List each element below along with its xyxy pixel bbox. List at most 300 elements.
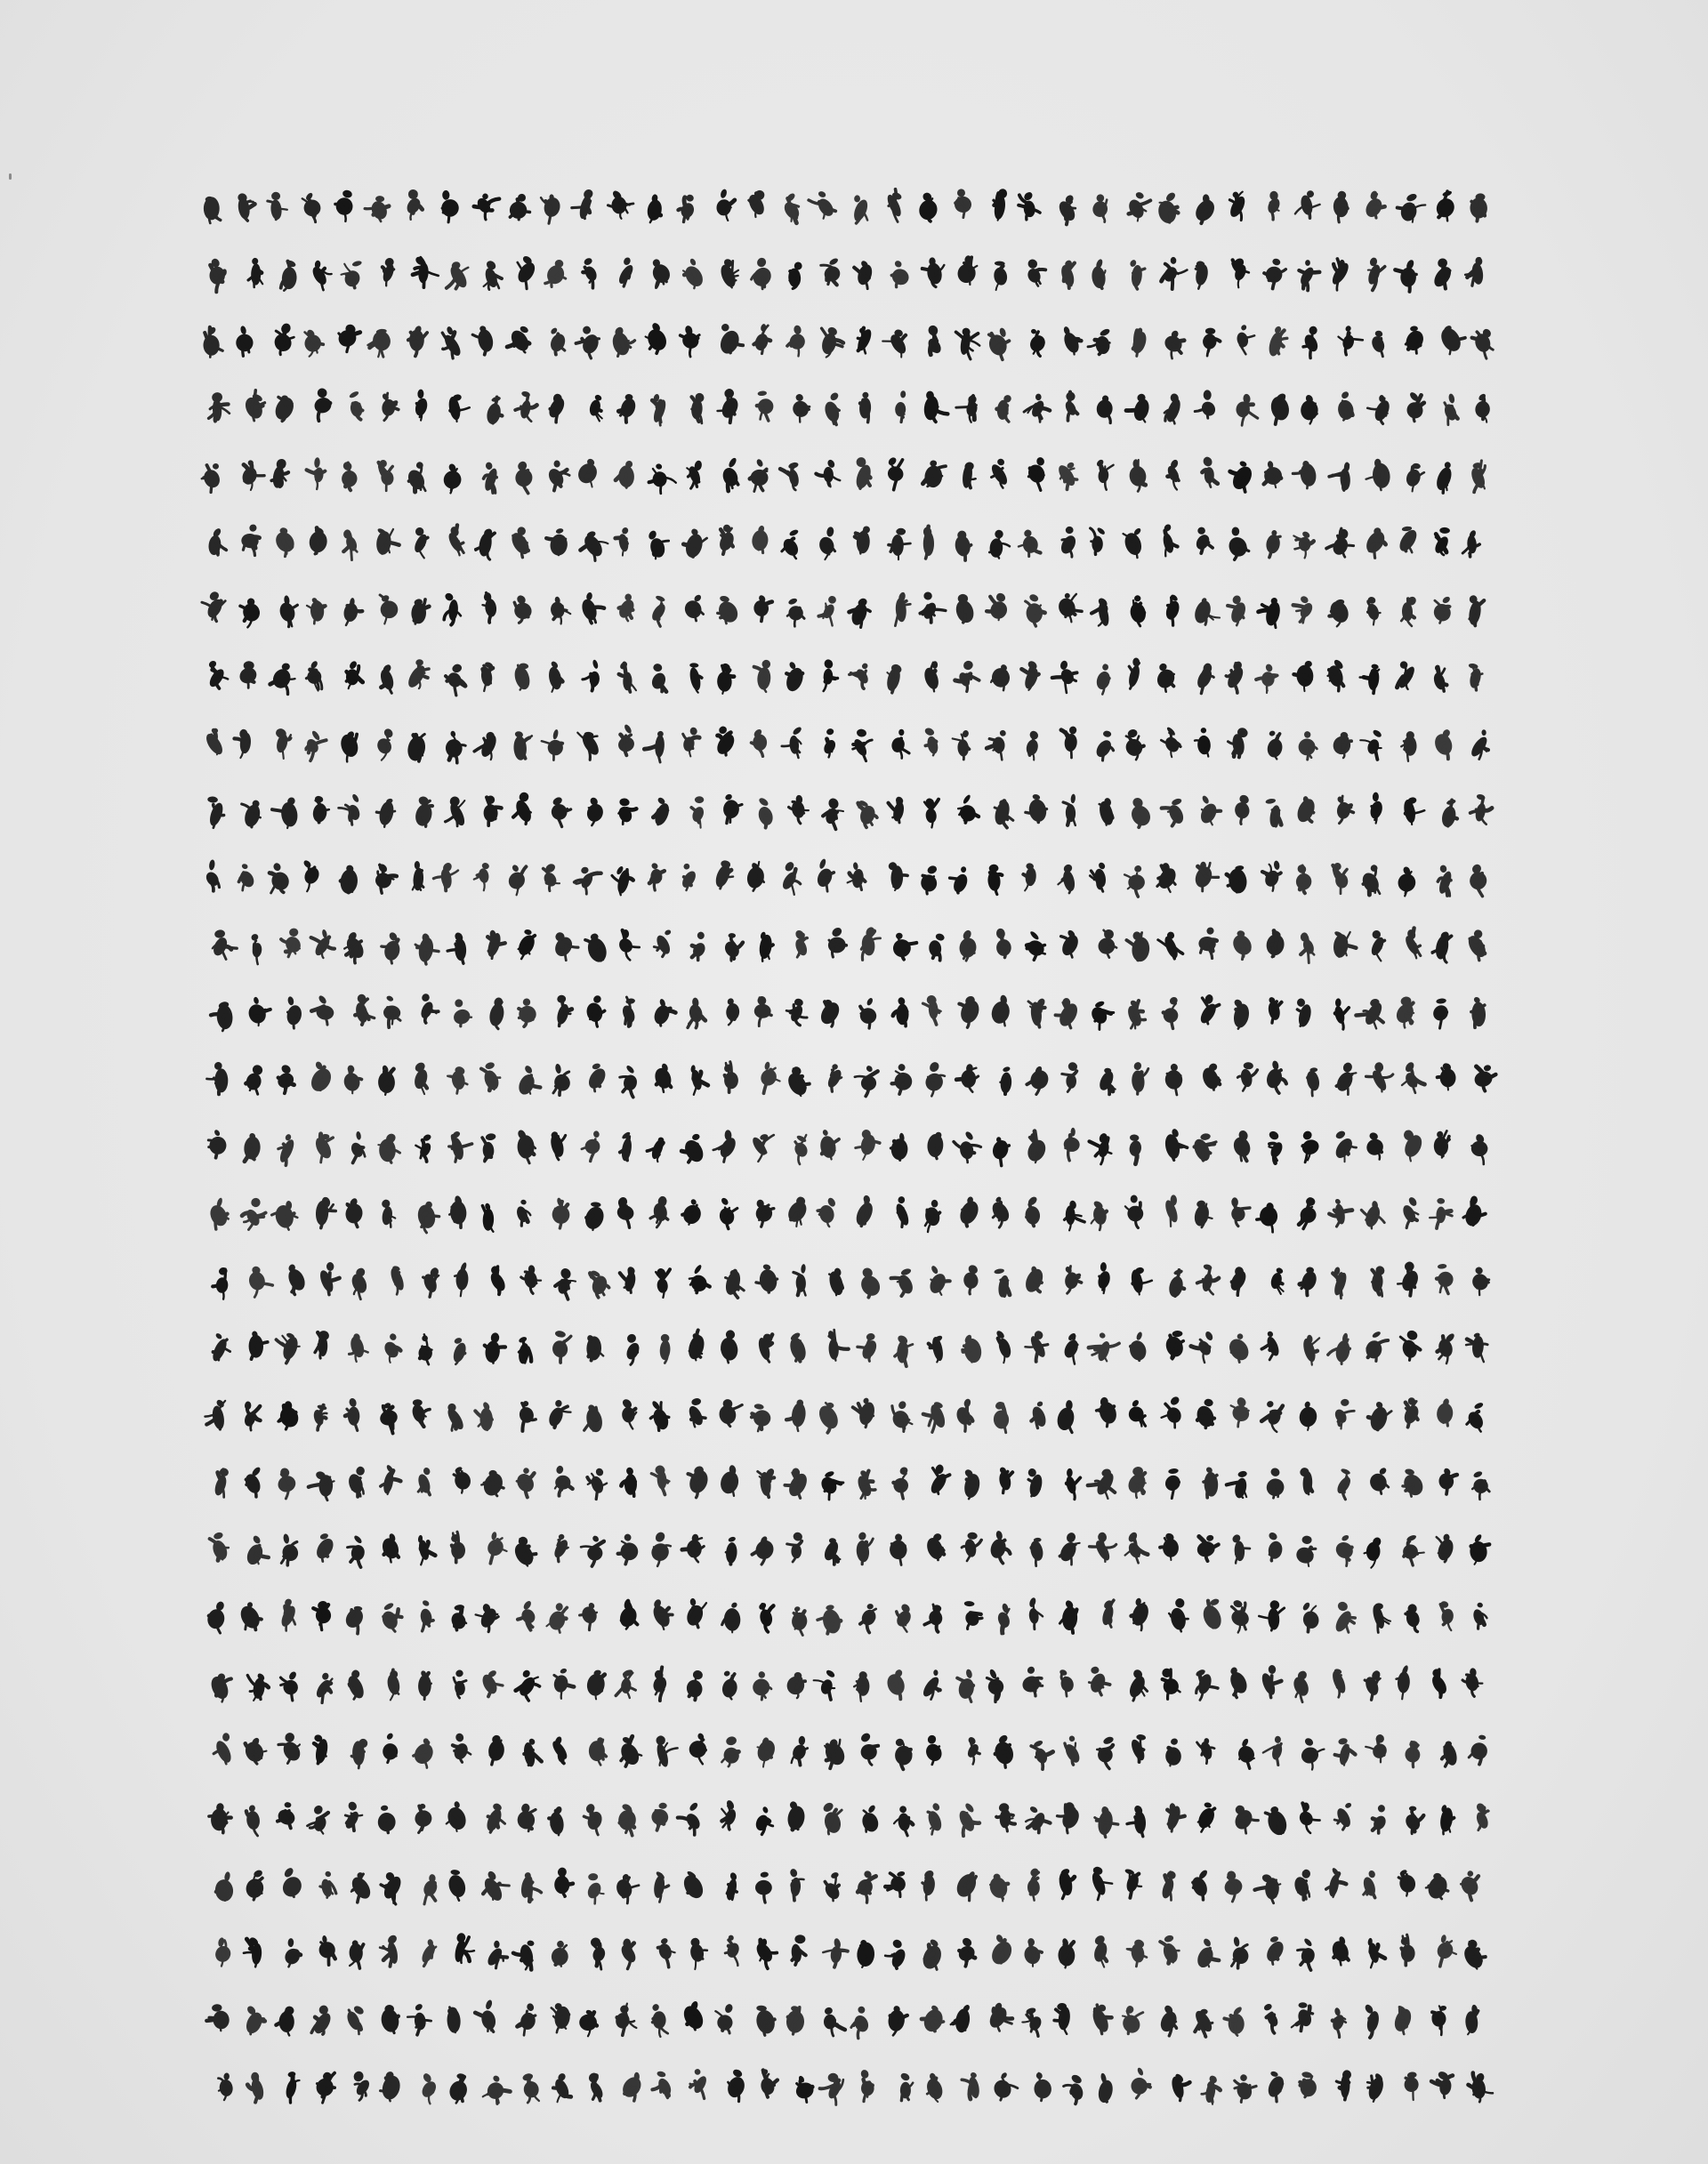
ink-glyph: [827, 926, 847, 957]
ink-glyph: [452, 1732, 471, 1762]
ink-glyph: [1160, 1935, 1180, 1965]
ink-glyph: [202, 590, 225, 621]
ink-glyph: [993, 189, 1007, 221]
ink-glyph: [785, 1066, 810, 1098]
ink-glyph: [1059, 1669, 1075, 1696]
ink-glyph: [548, 326, 568, 354]
ink-glyph: [203, 728, 225, 757]
ink-glyph: [484, 1802, 504, 1833]
ink-glyph: [407, 2003, 431, 2035]
ink-glyph: [1430, 595, 1454, 624]
ink-glyph: [1463, 1195, 1486, 1228]
ink-glyph: [1222, 1870, 1245, 1902]
ink-glyph: [278, 595, 297, 627]
ink-glyph: [278, 1597, 298, 1630]
ink-glyph: [1164, 593, 1181, 625]
ink-glyph: [1330, 1935, 1351, 1965]
ink-glyph: [651, 393, 668, 425]
ink-glyph: [782, 726, 802, 758]
ink-glyph: [307, 457, 326, 489]
ink-glyph: [651, 1667, 668, 1701]
ink-glyph: [587, 1467, 607, 1499]
ink-glyph: [682, 1533, 705, 1562]
ink-glyph: [584, 994, 604, 1027]
ink-glyph: [242, 1196, 266, 1230]
ink-glyph: [486, 929, 505, 958]
ink-glyph: [955, 1398, 972, 1432]
ink-glyph: [311, 2004, 334, 2037]
ink-glyph: [1430, 998, 1451, 1028]
ink-glyph: [1063, 390, 1078, 421]
ink-glyph: [405, 188, 423, 220]
ink-glyph: [551, 1330, 570, 1363]
ink-glyph: [307, 597, 326, 623]
ink-glyph: [349, 390, 364, 420]
ink-glyph: [1263, 1736, 1284, 1766]
ink-glyph: [1100, 1599, 1116, 1628]
ink-glyph: [1329, 462, 1350, 490]
ink-glyph: [885, 1938, 907, 1969]
ink-glyph: [1294, 796, 1318, 825]
ink-glyph: [1269, 392, 1292, 424]
ink-glyph: [818, 999, 843, 1027]
ink-glyph: [1363, 189, 1385, 220]
ink-glyph: [240, 597, 262, 627]
ink-glyph: [380, 1198, 395, 1227]
ink-glyph: [1058, 1937, 1076, 1967]
ink-glyph: [1330, 1668, 1348, 1697]
ink-glyph: [920, 1938, 945, 1972]
ink-glyph: [516, 1669, 540, 1701]
ink-glyph: [240, 459, 264, 490]
ink-glyph: [1366, 2072, 1386, 2102]
ink-glyph: [1227, 1470, 1248, 1500]
ink-glyph: [758, 931, 774, 961]
ink-glyph: [1299, 1466, 1313, 1494]
ink-glyph: [378, 594, 400, 624]
ink-glyph: [1034, 2071, 1052, 2101]
ink-glyph: [682, 727, 699, 756]
ink-glyph: [722, 1062, 738, 1092]
ink-glyph: [517, 1803, 536, 1831]
ink-glyph: [954, 594, 977, 625]
ink-glyph: [644, 321, 670, 353]
ink-glyph: [786, 1800, 806, 1831]
ink-glyph: [690, 2068, 709, 2099]
ink-glyph: [1025, 930, 1047, 961]
ink-glyph: [1228, 594, 1248, 625]
ink-glyph: [753, 1938, 777, 1968]
ink-glyph: [1095, 664, 1113, 695]
ink-glyph: [1025, 729, 1040, 760]
ink-glyph: [1027, 1468, 1044, 1498]
ink-glyph: [339, 793, 362, 825]
ink-glyph: [1090, 2003, 1111, 2034]
ink-glyph: [858, 392, 871, 422]
ink-glyph: [211, 929, 237, 959]
ink-glyph: [413, 255, 439, 287]
ink-glyph: [610, 326, 635, 357]
ink-glyph: [521, 1265, 541, 1293]
ink-glyph: [381, 392, 399, 420]
ink-glyph: [993, 1400, 1010, 1432]
ink-glyph: [318, 1262, 339, 1295]
ink-glyph: [310, 260, 332, 290]
ink-glyph: [1370, 330, 1387, 357]
ink-glyph: [855, 326, 874, 353]
ink-glyph: [1431, 2005, 1446, 2034]
ink-glyph: [338, 730, 360, 762]
ink-glyph: [412, 526, 429, 558]
ink-glyph: [1263, 1935, 1286, 1965]
ink-glyph: [794, 1264, 806, 1296]
ink-glyph: [617, 1803, 637, 1836]
ink-glyph: [581, 1534, 604, 1566]
ink-glyph: [241, 523, 260, 555]
ink-glyph: [1474, 1802, 1490, 1830]
ink-glyph: [816, 459, 840, 487]
ink-glyph: [1401, 1196, 1419, 1228]
ink-glyph: [243, 1401, 260, 1430]
ink-glyph: [237, 1602, 263, 1632]
ink-glyph: [475, 527, 495, 559]
ink-glyph: [890, 1400, 912, 1432]
ink-glyph: [1333, 191, 1349, 222]
ink-glyph: [1363, 527, 1388, 558]
ink-glyph: [996, 1803, 1015, 1831]
ink-glyph: [785, 1195, 810, 1227]
ink-glyph: [1256, 663, 1277, 693]
ink-glyph: [1333, 930, 1357, 959]
ink-glyph: [687, 1732, 709, 1764]
ink-glyph: [987, 2001, 1012, 2031]
ink-glyph: [271, 322, 294, 355]
ink-glyph: [690, 931, 707, 960]
ink-glyph: [653, 1870, 669, 1902]
ink-glyph: [924, 797, 939, 828]
ink-glyph: [689, 663, 703, 693]
ink-glyph: [1097, 797, 1116, 826]
ink-glyph: [446, 663, 466, 696]
ink-glyph: [787, 597, 804, 626]
ink-glyph: [1339, 325, 1363, 355]
ink-glyph: [678, 1801, 703, 1835]
ink-glyph: [849, 597, 870, 627]
ink-glyph: [1430, 1668, 1449, 1697]
ink-glyph: [616, 1195, 636, 1227]
ink-glyph: [582, 1130, 600, 1162]
ink-glyph: [544, 260, 567, 287]
ink-glyph: [1059, 527, 1079, 558]
ink-glyph: [717, 323, 743, 357]
ink-glyph: [1235, 2074, 1256, 2103]
ink-glyph: [579, 2009, 597, 2037]
ink-glyph: [814, 1669, 836, 1700]
ink-glyph: [410, 1399, 430, 1427]
ink-glyph: [850, 662, 871, 688]
ink-glyph: [987, 729, 1007, 760]
ink-glyph: [688, 997, 705, 1027]
ink-glyph: [823, 1938, 848, 1967]
ink-glyph: [1298, 260, 1319, 290]
ink-glyph: [278, 1731, 303, 1764]
ink-glyph: [1469, 1734, 1488, 1764]
ink-glyph: [1093, 730, 1114, 760]
ink-glyph: [378, 1131, 399, 1162]
ink-glyph: [650, 1598, 673, 1629]
ink-glyph: [375, 727, 394, 760]
ink-glyph: [652, 796, 672, 827]
ink-glyph: [441, 463, 464, 493]
ink-glyph: [891, 1466, 911, 1499]
ink-glyph: [209, 391, 230, 422]
ink-glyph: [1160, 1532, 1179, 1560]
ink-glyph: [1097, 1067, 1116, 1094]
ink-glyph: [345, 1669, 367, 1701]
ink-glyph: [1472, 327, 1494, 358]
ink-glyph: [316, 1935, 338, 1965]
ink-glyph: [851, 195, 870, 223]
ink-glyph: [351, 1737, 369, 1768]
ink-glyph: [1301, 1601, 1321, 1631]
ink-glyph: [1365, 1331, 1388, 1362]
ink-glyph: [885, 663, 903, 693]
ink-glyph: [1192, 1200, 1212, 1227]
ink-glyph: [856, 1469, 875, 1499]
ink-glyph: [1189, 1869, 1210, 1900]
ink-glyph: [649, 1803, 670, 1830]
ink-glyph: [1059, 259, 1076, 288]
ink-glyph: [1402, 1534, 1424, 1565]
ink-glyph: [209, 1803, 231, 1833]
ink-glyph: [380, 1532, 401, 1562]
ink-glyph: [509, 193, 529, 220]
ink-glyph: [476, 1603, 500, 1632]
ink-glyph: [349, 1871, 375, 1903]
ink-glyph: [1198, 926, 1217, 958]
ink-glyph: [652, 2071, 673, 2098]
ink-glyph: [1367, 1937, 1385, 1967]
ink-glyph: [753, 1806, 772, 1834]
ink-glyph: [649, 463, 676, 493]
ink-glyph: [585, 1873, 604, 1903]
ink-glyph: [542, 862, 560, 890]
ink-glyph: [686, 1331, 706, 1362]
ink-glyph: [1096, 928, 1117, 958]
ink-glyph: [509, 526, 533, 558]
ink-glyph: [375, 863, 397, 894]
ink-glyph: [246, 996, 270, 1026]
ink-glyph: [1261, 1330, 1281, 1359]
ink-glyph: [1162, 1668, 1180, 1699]
ink-glyph: [753, 1199, 776, 1227]
ink-glyph: [1403, 2071, 1419, 2100]
ink-glyph: [1294, 660, 1314, 691]
ink-glyph: [1294, 1535, 1317, 1566]
ink-glyph: [546, 460, 570, 490]
ink-glyph: [818, 1129, 839, 1159]
ink-glyph: [516, 1065, 540, 1098]
ink-glyph: [552, 2071, 571, 2102]
ink-glyph: [583, 1202, 608, 1232]
ink-glyph: [989, 994, 1011, 1026]
ink-glyph: [963, 1468, 982, 1499]
ink-glyph: [616, 798, 636, 825]
ink-glyph: [1470, 793, 1492, 825]
ink-glyph: [276, 1467, 298, 1499]
ink-glyph: [608, 189, 634, 219]
ink-glyph: [518, 1336, 531, 1364]
ink-glyph: [1127, 657, 1141, 688]
ink-glyph: [963, 1601, 982, 1629]
ink-glyph: [1063, 1128, 1081, 1161]
ink-glyph: [1028, 1597, 1043, 1629]
ink-glyph: [419, 2072, 439, 2104]
ink-glyph: [281, 1670, 300, 1701]
ink-glyph: [683, 527, 707, 559]
ink-glyph: [756, 1332, 774, 1363]
ink-glyph: [1124, 865, 1145, 897]
ink-glyph: [485, 1532, 507, 1564]
ink-glyph: [445, 730, 466, 763]
ink-glyph: [753, 323, 770, 353]
ink-glyph: [546, 394, 568, 422]
ink-glyph: [1403, 1806, 1423, 1833]
ink-glyph: [1469, 2071, 1494, 2102]
ink-glyph: [788, 261, 803, 289]
ink-glyph: [439, 190, 462, 222]
ink-glyph: [348, 1534, 367, 1567]
ink-glyph: [419, 1334, 432, 1364]
ink-glyph: [826, 1063, 844, 1091]
ink-glyph: [474, 731, 499, 760]
ink-glyph: [311, 994, 334, 1025]
ink-glyph: [575, 866, 601, 895]
ink-glyph: [655, 1734, 678, 1768]
ink-glyph: [1430, 1198, 1452, 1228]
ink-glyph: [381, 1464, 401, 1494]
ink-glyph: [214, 1733, 234, 1765]
ink-glyph: [275, 1063, 296, 1093]
ink-glyph: [204, 859, 222, 891]
ink-glyph: [1432, 664, 1447, 691]
ink-glyph: [550, 1735, 569, 1763]
ink-glyph: [480, 1470, 505, 1499]
ink-glyph: [1125, 999, 1145, 1028]
ink-glyph: [1162, 798, 1186, 826]
ink-glyph: [1329, 1198, 1352, 1227]
ink-glyph: [205, 1398, 226, 1430]
ink-glyph: [1334, 1802, 1353, 1830]
ink-glyph: [214, 1871, 235, 1903]
ink-glyph: [1057, 1531, 1079, 1565]
ink-glyph: [681, 258, 705, 290]
ink-glyph: [1365, 1536, 1383, 1568]
ink-glyph: [648, 529, 669, 559]
ink-glyph: [515, 929, 537, 959]
ink-glyph: [1127, 1668, 1148, 1701]
ink-glyph: [1438, 1467, 1457, 1494]
ink-glyph: [680, 2000, 706, 2032]
ink-glyph: [375, 527, 399, 556]
ink-glyph: [827, 1330, 849, 1361]
ink-glyph: [616, 256, 635, 286]
ink-glyph: [1128, 459, 1147, 491]
ink-glyph: [447, 2007, 461, 2033]
ink-glyph: [1162, 523, 1178, 556]
ink-glyph: [1398, 192, 1426, 222]
ink-glyph: [487, 996, 505, 1029]
ink-glyph: [242, 1736, 267, 1765]
ink-glyph: [1127, 1938, 1147, 1967]
ink-glyph: [1326, 658, 1346, 691]
ink-glyph: [207, 796, 225, 828]
ink-glyph: [548, 796, 570, 827]
ink-glyph: [791, 1605, 808, 1635]
ink-glyph: [237, 192, 254, 221]
ink-glyph: [861, 926, 881, 961]
ink-glyph: [823, 797, 843, 830]
ink-glyph: [651, 1464, 669, 1495]
ink-glyph: [993, 799, 1013, 827]
ink-glyph: [206, 2004, 230, 2031]
ink-glyph: [1266, 730, 1285, 760]
ink-glyph: [247, 1672, 268, 1701]
ink-glyph: [483, 592, 498, 623]
ink-glyph: [887, 2005, 907, 2036]
ink-glyph: [989, 457, 1011, 487]
ink-glyph: [818, 594, 837, 625]
ink-glyph: [378, 1065, 396, 1095]
ink-glyph: [1059, 1599, 1078, 1633]
ink-glyph: [750, 1670, 771, 1700]
ink-glyph: [920, 591, 946, 623]
ink-glyph: [986, 1669, 1005, 1702]
ink-glyph: [816, 1402, 842, 1432]
ink-glyph: [1302, 326, 1320, 358]
ink-glyph: [1089, 1000, 1114, 1029]
ink-glyph: [1200, 1062, 1221, 1091]
ink-glyph: [1161, 726, 1181, 757]
ink-glyph: [552, 931, 578, 960]
ink-glyph: [419, 1939, 437, 1967]
ink-glyph: [455, 1262, 469, 1297]
ink-glyph: [721, 1735, 741, 1766]
ink-glyph: [954, 1130, 980, 1162]
ink-glyph: [1165, 1803, 1185, 1831]
ink-glyph: [617, 1598, 640, 1629]
ink-glyph: [286, 996, 303, 1028]
ink-glyph: [722, 933, 743, 961]
ink-glyph: [1298, 1196, 1318, 1228]
ink-glyph: [1128, 796, 1154, 829]
ink-glyph: [1126, 929, 1150, 962]
ink-glyph: [723, 793, 742, 824]
ink-glyph: [1395, 259, 1416, 292]
ink-glyph: [1469, 1533, 1489, 1565]
ink-glyph: [1443, 393, 1459, 425]
ink-glyph: [718, 1465, 740, 1496]
ink-glyph: [482, 1203, 494, 1232]
ink-glyph: [719, 1329, 739, 1364]
ink-glyph: [1063, 793, 1076, 825]
ink-glyph: [447, 525, 464, 555]
ink-glyph: [1471, 1602, 1486, 1629]
ink-glyph: [751, 525, 769, 553]
ink-glyph: [956, 1802, 979, 1836]
ink-glyph: [884, 1669, 907, 1700]
ink-glyph: [208, 1129, 228, 1158]
